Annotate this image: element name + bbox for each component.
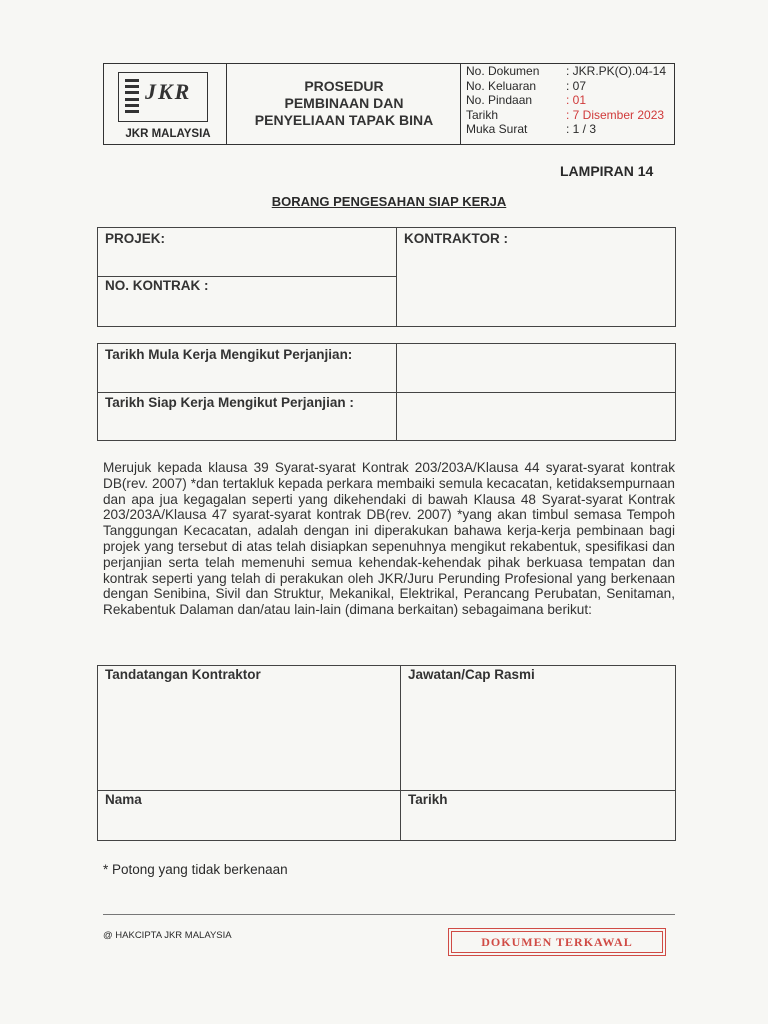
no-kontrak-label: NO. KONTRAK : bbox=[105, 278, 209, 293]
footnote: * Potong yang tidak berkenaan bbox=[103, 862, 288, 877]
project-info-table bbox=[97, 227, 676, 327]
meta-label: Tarikh bbox=[466, 107, 499, 122]
stamp-text: DOKUMEN TERKAWAL bbox=[451, 931, 663, 953]
tarikh-siap-label: Tarikh Siap Kerja Mengikut Perjanjian : bbox=[105, 395, 354, 410]
meta-label: No. Keluaran bbox=[466, 78, 537, 93]
certification-paragraph: Merujuk kepada klausa 39 Syarat-syarat Kontrak 203/203A/Klausa 44 syarat-syarat kontrak DB(rev. 2007) *dan tertakluk kepada perkara membaiki semula kecacatan, ketidaksempurnaan dan apa jua kegagalan seperti yang dikehendaki di bawah Klausa 48 Syarat-syarat Kontrak 203/203A/Klausa 47 syarat-syarat kontrak DB(rev. 2007) *yang akan timbul semasa Tempoh Tanggungan Kecacatan, adalah dengan ini diperakukan bahawa kerja-kerja pembinaan bagi projek yang tersebut di atas telah disiapkan sepenuhnya mengikut rekabentuk, spesifikasi dan perjanjian serta telah memenuhi semua kehendak-kehendak pihak berkuasa tempatan dan kontrak seperti yang telah di perakukan oleh JKR/Juru Perunding Profesional yang berkenaan dengan Senibina, Sivil dan Struktur, Mekanikal, Elektrikal, Perancang Perubatan, Senitaman, Rekabentuk Dalaman dan/atau lain-lain (dimana berkaitan) sebagaimana berikut: bbox=[103, 460, 675, 618]
contract-dates-table bbox=[97, 343, 676, 441]
meta-value: : JKR.PK(O).04-14 bbox=[566, 64, 667, 78]
form-title: BORANG PENGESAHAN SIAP KERJA bbox=[271, 194, 507, 209]
meta-row bbox=[466, 93, 666, 108]
meta-value: : 7 Disember 2023 bbox=[566, 107, 665, 122]
kontraktor-label: KONTRAKTOR : bbox=[404, 231, 508, 246]
nama-label: Nama bbox=[105, 792, 142, 807]
signature-table bbox=[97, 665, 676, 841]
table-divider bbox=[98, 392, 675, 393]
title-line: PENYELIAAN TAPAK BINA bbox=[254, 112, 434, 128]
projek-label: PROJEK: bbox=[105, 231, 166, 246]
footer-divider bbox=[103, 914, 675, 915]
meta-value: : 07 bbox=[566, 78, 587, 93]
controlled-document-stamp bbox=[448, 928, 666, 956]
meta-row bbox=[466, 122, 666, 137]
appendix-label: LAMPIRAN 14 bbox=[560, 163, 654, 179]
tandatangan-label: Tandatangan Kontraktor bbox=[105, 667, 261, 682]
copyright-text: @ HAKCIPTA JKR MALAYSIA bbox=[103, 930, 232, 941]
meta-label: No. Pindaan bbox=[466, 93, 533, 107]
table-divider bbox=[98, 790, 675, 791]
meta-label: No. Dokumen bbox=[466, 64, 540, 78]
logo-stripes-icon bbox=[125, 79, 139, 113]
header-divider bbox=[460, 64, 461, 144]
logo-text: JKR bbox=[145, 79, 192, 104]
title-line: PEMBINAAN DAN bbox=[284, 95, 404, 111]
table-divider bbox=[98, 276, 396, 277]
header-divider bbox=[226, 64, 227, 144]
table-divider bbox=[400, 666, 401, 840]
meta-row bbox=[466, 108, 666, 123]
meta-value: : 1 / 3 bbox=[566, 122, 597, 136]
title-line: PROSEDUR bbox=[304, 78, 384, 94]
jawatan-label: Jawatan/Cap Rasmi bbox=[408, 667, 535, 682]
meta-value: : 01 bbox=[566, 93, 587, 107]
meta-row bbox=[466, 64, 666, 79]
document-metadata bbox=[466, 64, 666, 137]
meta-row bbox=[466, 79, 666, 94]
tarikh-label: Tarikh bbox=[408, 792, 448, 807]
document-title bbox=[228, 78, 460, 129]
tarikh-mula-label: Tarikh Mula Kerja Mengikut Perjanjian: bbox=[105, 347, 353, 362]
logo-frame bbox=[118, 72, 208, 122]
table-divider bbox=[396, 228, 397, 326]
logo-caption: JKR MALAYSIA bbox=[125, 128, 211, 140]
meta-label: Muka Surat bbox=[466, 122, 528, 136]
